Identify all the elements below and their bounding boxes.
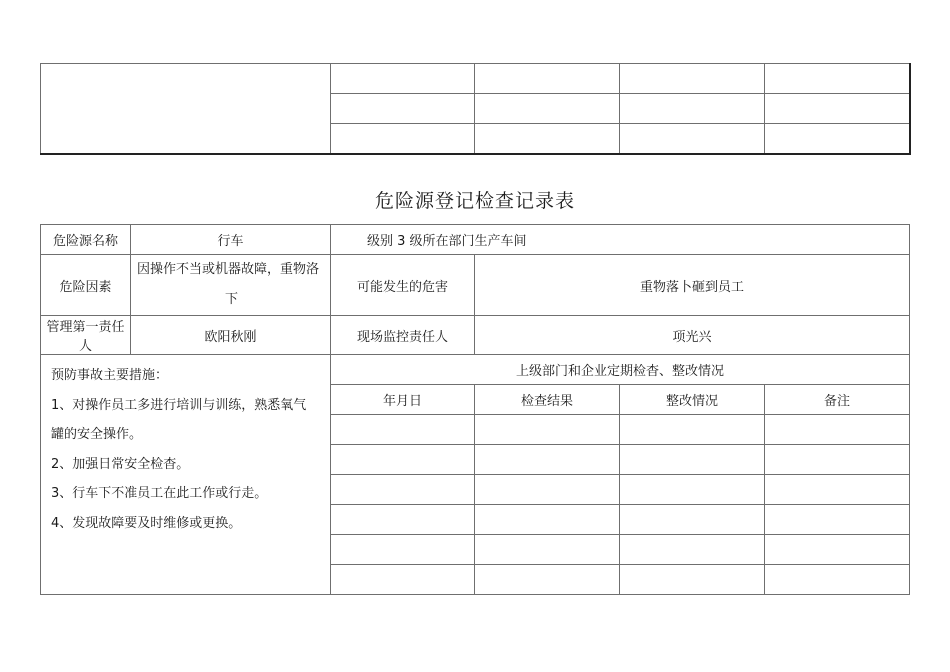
hazard-name-label: 危险源名称	[41, 225, 131, 255]
table-cell	[765, 415, 910, 445]
table-cell	[765, 445, 910, 475]
column-header-date: 年月日	[331, 385, 475, 415]
table-cell	[475, 445, 620, 475]
hazard-factor-line1: 因操作不当或机器故障，重物洛	[137, 262, 320, 277]
measure-item: 2、加强日常安全检杳。	[51, 456, 190, 472]
top-cell	[331, 124, 475, 154]
top-cell	[765, 94, 910, 124]
table-cell	[620, 415, 765, 445]
table-cell	[620, 535, 765, 565]
top-cell	[765, 124, 910, 154]
measure-item: 罐的安全操作。	[51, 427, 143, 442]
measure-item: 1、对操作员工多进行培训与训练，熟悉氧气	[51, 397, 307, 413]
hazard-register-table	[40, 224, 910, 595]
table-cell	[331, 415, 475, 445]
measure-item: 3、行车下不准员工在此工作或行走。	[51, 486, 268, 501]
possible-harm-value: 重物落卜砸到员工	[475, 255, 910, 316]
column-header-rectification: 整改情况	[620, 385, 765, 415]
inspection-heading: 上级部门和企业定期检杳、整改情况	[331, 355, 910, 385]
measures-heading: 预防事故主要措施：	[51, 368, 169, 383]
top-cell	[475, 94, 620, 124]
top-cell	[620, 64, 765, 94]
column-header-remarks: 备注	[765, 385, 910, 415]
manager-label: 管理第一责任人	[41, 316, 131, 355]
top-cell	[475, 64, 620, 94]
top-cell	[475, 124, 620, 154]
manager-value: 欧阳秋刚	[131, 316, 331, 355]
top-cell	[620, 94, 765, 124]
possible-harm-label: 可能发生的危害	[331, 255, 475, 316]
table-cell	[765, 475, 910, 505]
measure-item: 4、发现故障要及时维修或更换。	[51, 515, 242, 531]
table-cell	[765, 565, 910, 595]
top-merged-cell	[41, 64, 331, 154]
table-cell	[620, 445, 765, 475]
table-cell	[620, 505, 765, 535]
top-cell	[765, 64, 910, 94]
hazard-factor-value	[131, 255, 331, 316]
table-cell	[331, 475, 475, 505]
top-cell	[331, 64, 475, 94]
table-cell	[765, 535, 910, 565]
hazard-level-text: 级别 3 级所在部门生产车间	[331, 225, 910, 255]
prevention-measures	[41, 355, 331, 595]
continuation-table	[40, 63, 911, 155]
table-cell	[475, 565, 620, 595]
table-cell	[475, 475, 620, 505]
top-cell	[331, 94, 475, 124]
table-cell	[475, 415, 620, 445]
table-cell	[475, 505, 620, 535]
table-cell	[765, 505, 910, 535]
column-header-result: 检查结果	[475, 385, 620, 415]
table-cell	[331, 535, 475, 565]
supervisor-label: 现场监控责任人	[331, 316, 475, 355]
hazard-factor-label: 危险因素	[41, 255, 131, 316]
hazard-factor-line2: 下	[224, 292, 238, 307]
table-cell	[620, 565, 765, 595]
document-title: 危险源登记检查记录表	[374, 190, 575, 212]
table-cell	[475, 535, 620, 565]
table-cell	[331, 505, 475, 535]
top-cell	[620, 124, 765, 154]
table-cell	[331, 565, 475, 595]
table-cell	[620, 475, 765, 505]
hazard-name-value: 行车	[131, 225, 331, 255]
supervisor-value: 项光兴	[475, 316, 910, 355]
table-cell	[331, 445, 475, 475]
